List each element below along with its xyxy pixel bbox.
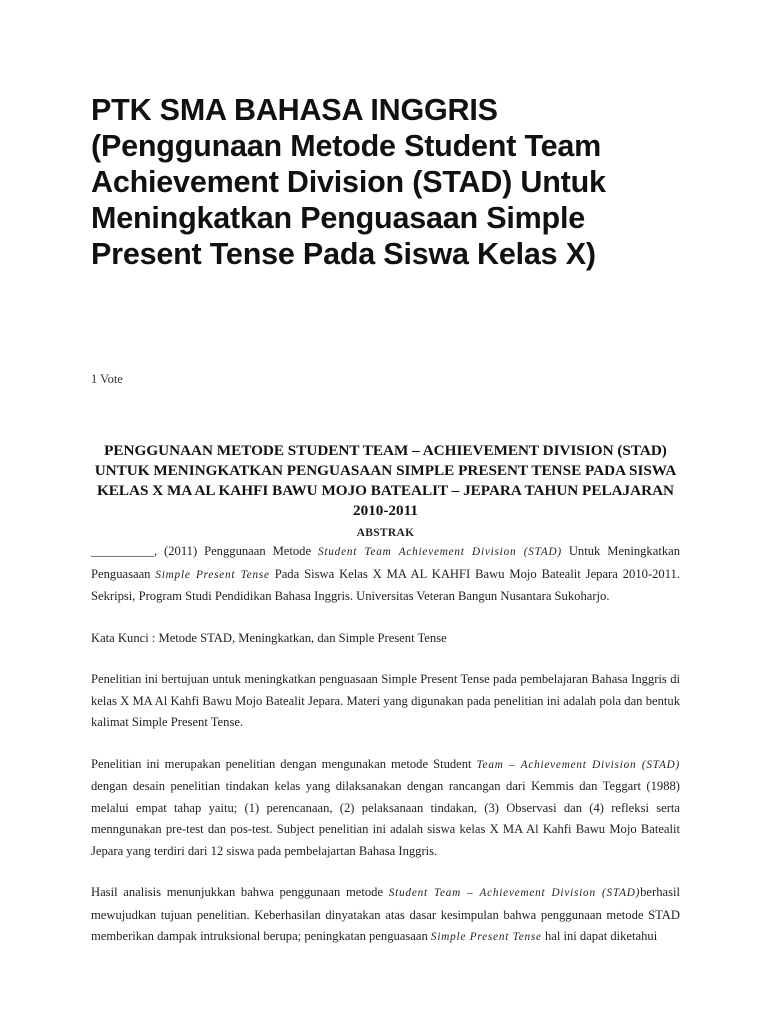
text-run: hal ini dapat diketahui xyxy=(541,929,658,943)
text-run: Untuk Meningkatkan Penguasaan xyxy=(91,544,681,581)
text-run: Pada Siswa Kelas X MA AL KAHFI Bawu Mojo Batealit Jepara 2010-2011. Sekripsi, Program Studi Pendidikan Bahasa Inggris. Universitas Veteran Bangun Nusantara Sukoharjo. xyxy=(91,566,681,603)
vote-count[interactable]: 1 Vote xyxy=(91,372,123,386)
italic-run: Student Team Achievement Division (STAD) xyxy=(317,546,562,558)
italic-run: Simple Present Tense xyxy=(430,931,542,943)
abstract-label: ABSTRAK xyxy=(356,527,415,539)
purpose-paragraph: Penelitian ini bertujuan untuk meningkatkan penguasaan Simple Present Tense pada pembelajaran Bahasa Inggris di kelas X MA Al Kahfi Bawu Mojo Batealit Jepara. Materi yang digunakan pada penelitian ini adalah pola dan bentuk kalimat Simple Present Tense. xyxy=(91,672,680,729)
text-run: berhasil mewujudkan tujuan penelitian. Keberhasilan dinyatakan atas dasar kesimpulan bahwa penggunaan metode STAD memberikan dampak intruksional berupa; peningkatan penguasaan xyxy=(91,885,680,943)
italic-run: Team – Achievement Division (STAD) xyxy=(476,758,680,771)
italic-run: Simple Present Tense xyxy=(155,568,270,581)
abstract-citation-paragraph xyxy=(91,541,680,608)
page-title: PTK SMA BAHASA INGGRIS (Penggunaan Metode Student Team Achievement Division (STAD) Untuk Meningkatkan Penguasaan Simple Present Tense Pada Siswa Kelas X) xyxy=(91,93,606,271)
text-run: Penelitian ini merupakan penelitian dengan mengunakan metode Student xyxy=(91,756,477,771)
method-paragraph xyxy=(91,754,680,863)
document-page xyxy=(91,0,680,949)
document-heading: PENGGUNAAN METODE STUDENT TEAM – ACHIEVEMENT DIVISION (STAD) UNTUK MENINGKATKAN PENGUASAAN SIMPLE PRESENT TENSE PADA SISWA KELAS X MA AL KAHFI BAWU MOJO BATEALIT – JEPARA TAHUN PELAJARAN 2010-2011 xyxy=(94,442,677,519)
text-run: __________, (2011) Penggunaan Metode xyxy=(91,544,318,558)
keywords-paragraph: Kata Kunci : Metode STAD, Meningkatkan, dan Simple Present Tense xyxy=(91,630,447,645)
text-run: dengan desain penelitian tindakan kelas yang dilaksanakan dengan rancangan dari Kemmis dan Teggart (1988) melalui empat tahap yaitu; (1) perencanaan, (2) pelaksanaan tindakan, (3) Observasi dan (4) refleksi serta menngunakan pre-test dan pos-test. Subject penelitian ini adalah siswa kelas X MA Al Kahfi Bawu Mojo Batealit Jepara yang terdiri dari 12 siswa pada pembelajartan Bahasa Inggris. xyxy=(91,779,680,858)
results-paragraph xyxy=(91,882,680,949)
italic-run: Student Team – Achievement Division (STAD) xyxy=(388,887,641,899)
text-run: Hasil analisis menunjukkan bahwa penggunaan metode xyxy=(91,885,389,899)
